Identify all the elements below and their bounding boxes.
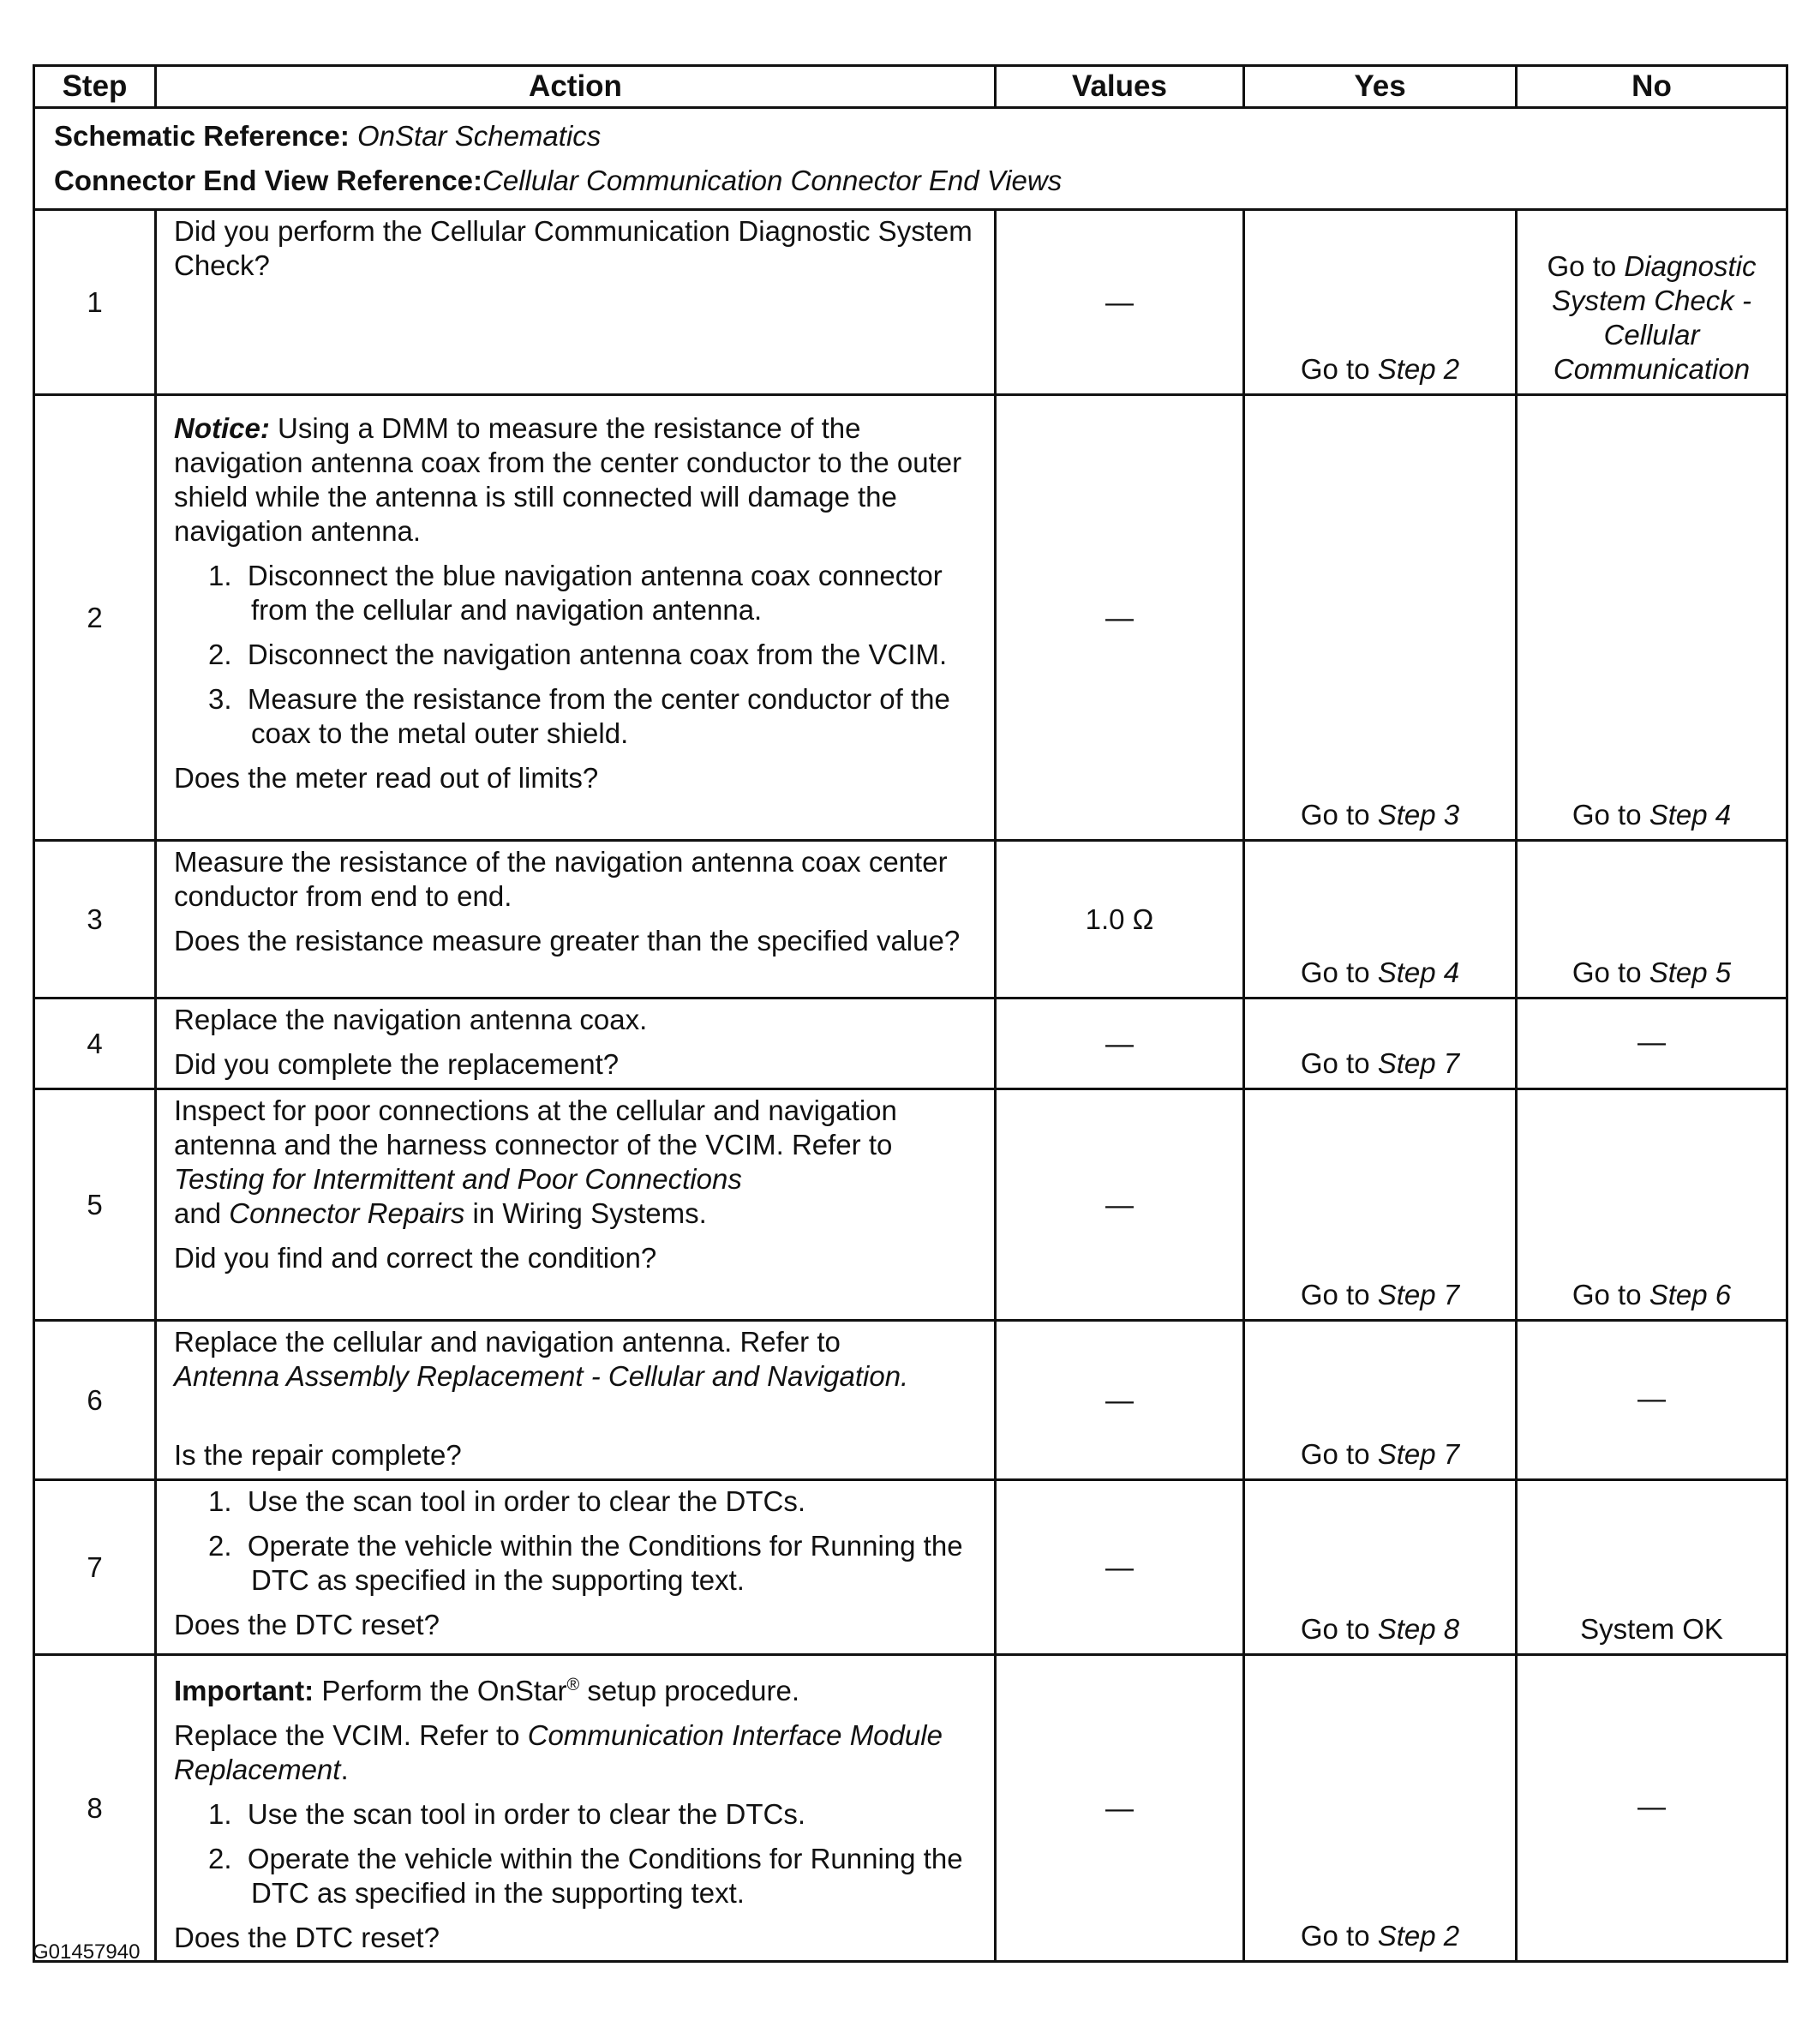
action-question: Did you perform the Cellular Communication Diagnostic System Check? (174, 215, 973, 281)
values-cell: — (996, 1089, 1244, 1321)
yes-prefix: Go to (1300, 1047, 1370, 1079)
list-item (208, 638, 985, 672)
no-prefix: Go to (1547, 250, 1617, 282)
notice-label: Notice: (174, 412, 270, 444)
list-item (208, 1842, 985, 1910)
action-cell (156, 395, 996, 841)
important-text: Perform the OnStar (321, 1675, 567, 1706)
reference-link[interactable]: Communication Interface Module Replacement (174, 1719, 943, 1785)
values-cell: — (996, 1480, 1244, 1655)
action-question: Does the DTC reset? (174, 1922, 440, 1953)
connector-label: Connector End View Reference: (54, 165, 483, 196)
registered-mark: ® (566, 1676, 580, 1694)
table-row (34, 999, 1787, 1089)
yes-cell (1244, 841, 1517, 999)
list-number: 1. (208, 1798, 232, 1830)
list-number: 2. (208, 639, 232, 670)
yes-link[interactable]: Step 7 (1377, 1279, 1460, 1310)
schematic-label: Schematic Reference: (54, 120, 350, 152)
action-text (174, 1094, 985, 1231)
table-row (34, 841, 1787, 999)
no-cell (1517, 1089, 1787, 1321)
yes-link[interactable]: Step 3 (1377, 799, 1460, 831)
action-text: Replace the VCIM. Refer to Communication Interface Module Replacement. (174, 1719, 943, 1785)
yes-link[interactable]: Step 2 (1377, 1920, 1460, 1952)
list-item (208, 682, 985, 751)
list-number: 2. (208, 1843, 232, 1874)
spacer (174, 1404, 985, 1438)
step-number: 2 (34, 395, 156, 841)
list-text: Use the scan tool in order to clear the DTCs. (247, 1798, 805, 1830)
figure-code: G01457940 (33, 1940, 141, 1964)
step-number: 3 (34, 841, 156, 999)
table-row (34, 395, 1787, 841)
action-text-part: Replace the cellular and navigation antenna. Refer to (174, 1326, 841, 1358)
action-question: Is the repair complete? (174, 1439, 462, 1471)
table-row (34, 1480, 1787, 1655)
no-link[interactable]: Step 6 (1649, 1279, 1732, 1310)
action-question: Does the DTC reset? (174, 1609, 440, 1640)
yes-cell (1244, 210, 1517, 395)
yes-link[interactable]: Step 8 (1377, 1613, 1460, 1645)
action-question: Did you find and correct the condition? (174, 1242, 657, 1274)
values-cell: — (996, 999, 1244, 1089)
step-number: 6 (34, 1321, 156, 1480)
no-prefix: Go to (1572, 1279, 1642, 1310)
notice-paragraph (174, 411, 985, 549)
action-text-part: in Wiring Systems. (472, 1197, 707, 1229)
no-cell: — (1517, 999, 1787, 1089)
list-text: Operate the vehicle within the Conditions for Running the DTC as specified in the supporting text. (247, 1530, 963, 1596)
yes-prefix: Go to (1300, 1279, 1370, 1310)
header-no: No (1517, 66, 1787, 108)
action-cell (156, 1321, 996, 1480)
list-item (208, 1797, 985, 1832)
values-cell: — (996, 1321, 1244, 1480)
diagnostic-table (33, 64, 1788, 1963)
action-cell (156, 841, 996, 999)
reference-link[interactable]: Antenna Assembly Replacement - Cellular and Navigation. (174, 1360, 909, 1392)
no-cell (1517, 841, 1787, 999)
reference-link[interactable]: Testing for Intermittent and Poor Connections (174, 1163, 742, 1195)
no-cell (1517, 395, 1787, 841)
no-link[interactable]: Step 4 (1649, 799, 1732, 831)
step-number: 4 (34, 999, 156, 1089)
schematic-link[interactable]: OnStar Schematics (357, 120, 602, 152)
action-cell (156, 1480, 996, 1655)
no-cell: System OK (1517, 1480, 1787, 1655)
action-text-part: Inspect for poor connections at the cellular and navigation antenna and the harness connector of the VCIM. Refer to (174, 1094, 897, 1160)
no-cell (1517, 210, 1787, 395)
action-text: Replace the navigation antenna coax. (174, 1004, 648, 1035)
yes-cell (1244, 1480, 1517, 1655)
yes-link[interactable]: Step 2 (1377, 353, 1460, 385)
yes-prefix: Go to (1300, 1613, 1370, 1645)
action-text (174, 1325, 985, 1394)
table-row (34, 1321, 1787, 1480)
reference-row (34, 108, 1787, 210)
list-item (208, 559, 985, 627)
action-text-part: Replace the VCIM. Refer to (174, 1719, 520, 1751)
yes-prefix: Go to (1300, 353, 1370, 385)
yes-prefix: Go to (1300, 957, 1370, 988)
list-number: 1. (208, 560, 232, 591)
action-question: Does the resistance measure greater than the specified value? (174, 925, 961, 957)
table-row (34, 1655, 1787, 1962)
action-cell (156, 1655, 996, 1962)
table-row (34, 210, 1787, 395)
yes-link[interactable]: Step 4 (1377, 957, 1460, 988)
notice-text: Using a DMM to measure the resistance of the navigation antenna coax from the center conductor to the outer shield while the antenna is still connected will damage the navigation antenna. (174, 412, 962, 547)
header-step: Step (34, 66, 156, 108)
yes-prefix: Go to (1300, 799, 1370, 831)
schematic-reference (54, 114, 1777, 159)
step-number: 5 (34, 1089, 156, 1321)
header-values: Values (996, 66, 1244, 108)
list-text: Disconnect the blue navigation antenna coax connector from the cellular and navigation antenna. (247, 560, 943, 626)
list-item (208, 1529, 985, 1598)
action-cell (156, 999, 996, 1089)
action-question: Did you complete the replacement? (174, 1048, 620, 1080)
action-cell (156, 210, 996, 395)
list-number: 3. (208, 683, 232, 715)
yes-cell (1244, 1089, 1517, 1321)
no-cell: — (1517, 1321, 1787, 1480)
action-question: Does the meter read out of limits? (174, 762, 599, 794)
yes-prefix: Go to (1300, 1438, 1370, 1470)
header-action: Action (156, 66, 996, 108)
list-item (208, 1484, 985, 1519)
step-number: 8 (34, 1655, 156, 1962)
list-text: Operate the vehicle within the Conditions for Running the DTC as specified in the supporting text. (247, 1843, 963, 1909)
important-label: Important: (174, 1675, 314, 1706)
connector-link[interactable]: Cellular Communication Connector End Views (482, 165, 1063, 196)
values-cell: — (996, 1655, 1244, 1962)
important-paragraph (174, 1668, 985, 1708)
values-cell: 1.0 Ω (996, 841, 1244, 999)
step-number: 1 (34, 210, 156, 395)
values-cell: — (996, 395, 1244, 841)
list-text: Measure the resistance from the center conductor of the coax to the metal outer shield. (247, 683, 950, 749)
no-cell: — (1517, 1655, 1787, 1962)
header-row (34, 66, 1787, 108)
reference-link[interactable]: Connector Repairs (229, 1197, 465, 1229)
yes-link[interactable]: Step 7 (1377, 1047, 1460, 1079)
no-prefix: Go to (1572, 799, 1642, 831)
step-number: 7 (34, 1480, 156, 1655)
values-cell: — (996, 210, 1244, 395)
no-prefix: Go to (1572, 957, 1642, 988)
yes-cell (1244, 1655, 1517, 1962)
header-yes: Yes (1244, 66, 1517, 108)
yes-cell (1244, 999, 1517, 1089)
yes-prefix: Go to (1300, 1920, 1370, 1952)
reference-cell (34, 108, 1787, 210)
yes-link[interactable]: Step 7 (1377, 1438, 1460, 1470)
no-link[interactable]: Diagnostic System Check - Cellular Communication (1552, 250, 1757, 385)
yes-cell (1244, 1321, 1517, 1480)
action-cell (156, 1089, 996, 1321)
connector-reference (54, 159, 1777, 203)
action-text-part: and (174, 1197, 222, 1229)
list-number: 1. (208, 1485, 232, 1517)
list-number: 2. (208, 1530, 232, 1562)
action-text: Measure the resistance of the navigation antenna coax center conductor from end to end. (174, 846, 948, 912)
important-text: setup procedure. (587, 1675, 800, 1706)
list-text: Disconnect the navigation antenna coax from the VCIM. (247, 639, 948, 670)
table-row (34, 1089, 1787, 1321)
no-link[interactable]: Step 5 (1649, 957, 1732, 988)
list-text: Use the scan tool in order to clear the DTCs. (247, 1485, 805, 1517)
yes-cell (1244, 395, 1517, 841)
